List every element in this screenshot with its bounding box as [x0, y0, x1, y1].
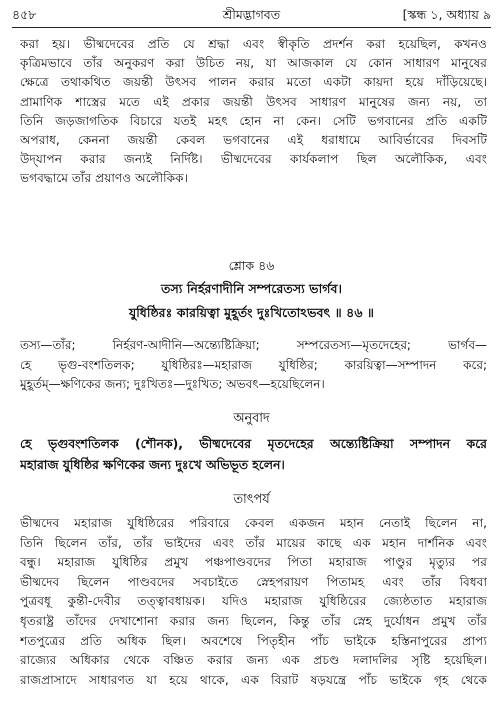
- text-line: করা হয়। ভীষ্মদেবের প্রতি যে শ্রদ্ধা এবং স্বীকৃতি প্রদর্শন করা হয়েছিল, কখনও: [20, 37, 487, 51]
- translation-heading: অনুবাদ: [233, 411, 270, 426]
- chapter-reference: [স্কন্ধ ১, অধ্যায় ৯: [402, 7, 491, 22]
- synonym-line: তস্য—তাঁর; নির্হরণ-আদীনি—অন্ত্যেষ্টিক্রিয়া; সম্পরেতস্য—মৃতদেহের; ভার্গব—: [20, 338, 487, 352]
- synonym-line: মুহূর্তম্—ক্ষণিকের জন্য; দুঃখিতঃ—দুঃখিত; অভবৎ—হয়েছিলেন।: [20, 377, 325, 391]
- verse-line-1: তস্য নির্হরণাদীনি সম্পরেতস্য ভার্গব।: [161, 281, 342, 296]
- page-number: ৪৫৮: [12, 7, 37, 22]
- synonym-line: হে ভৃগু-বংশতিলক; যুধিষ্ঠিরঃ—মহারাজ যুধিষ্ঠির; কারয়িত্বা—সম্পাদন করে;: [20, 357, 487, 372]
- synonyms-paragraph: [20, 336, 487, 395]
- purport-line: ভীষ্মদেব ছিলেন পাণ্ডবদের সবচাইতে স্নেহপরায়ণ পিতামহ এবং তাঁর বিধবা: [20, 574, 487, 589]
- text-line: ভগবদ্ধামে তাঁর প্রয়াণও অলৌকিক।: [20, 171, 189, 186]
- translation-line: মহারাজ যুধিষ্ঠির ক্ষণিকের জন্য দুঃখে অভিভূত হলেন।: [20, 456, 285, 472]
- purport-line: তিনি ছিলেন তাঁর, তাঁর ভাইদের এবং তাঁর মায়ের কাছে এক মহান দার্শনিক এবং: [20, 535, 487, 550]
- purport-line: রাজ্যের অধিকার থেকে বঞ্চিত করার জন্য এক প্রচণ্ড দলাদলির সৃষ্টি হয়েছিল।: [20, 653, 487, 668]
- purport-line: রাজপ্রাসাদে সাধারণত যা হয়ে থাকে, এক বিরাট ষড়যন্ত্রে পাঁচ ভাইকে গৃহ থেকে: [20, 672, 487, 687]
- intro-paragraph: [20, 35, 487, 189]
- text-line: কৃত্রিমভাবে তাঁর অনুকরণ করা উচিত নয়, যা আজকাল যে কোন সাধারণ মানুষের: [20, 56, 487, 71]
- purport-heading: তাৎপর্য: [233, 492, 270, 507]
- verse-line-2: যুধিষ্ঠিরঃ কারয়িত্বা মুহূর্তং দুঃখিতোঽভবৎ ॥ ৪৬ ॥: [128, 305, 375, 320]
- running-header: [12, 4, 491, 26]
- text-line: উদ্‌যাপন করার জন্যই নির্দিষ্ট। ভীষ্মদেবের কার্যকলাপ ছিল অলৌকিক, এবং: [20, 152, 487, 167]
- purport-paragraph: [20, 514, 487, 690]
- book-title: শ্রীমদ্ভাগবত: [222, 7, 281, 22]
- purport-line: বন্ধু। মহারাজ যুধিষ্ঠির প্রমুখ পঞ্চপাণ্ডবদের পিতা মহারাজ পাণ্ডুর মৃত্যুর পর: [20, 555, 487, 570]
- purport-line: শতপুত্রের প্রতি অধিক ছিল। অবশেষে পিতৃহীন পাঁচ ভাইকে হস্তিনাপুরের প্রাপ্য: [20, 633, 487, 648]
- text-line: ক্ষেত্রে তথাকথিত জয়ন্তী উৎসব পালন করার মতো একটা কায়দা হয়ে দাঁড়িয়েছে।: [20, 75, 487, 90]
- purport-line: পুত্রবধূ কুন্তী-দেবীর তত্ত্বাবধায়ক। যদিও মহারাজ যুধিষ্ঠিরের জ্যেষ্ঠতাত মহারাজ: [20, 594, 487, 609]
- translation-paragraph: [20, 434, 487, 475]
- text-line: তিনি জড়জাগতিক বিচারে যতই মহৎ হোন না কেন। সেটি ভগবানের প্রতি একটি: [20, 113, 487, 128]
- text-line: অপরাধ, কেননা জয়ন্তী কেবল ভগবানের এই ধরাধামে আবির্ভাবের দিবসটি: [20, 133, 487, 148]
- text-line: প্রামাণিক শাস্ত্রের মতে এই প্রকার জয়ন্তী উৎসব সাধারণ মানুষের জন্য নয়, তা: [20, 94, 487, 109]
- sloka-heading: শ্লোক ৪৬: [228, 258, 275, 273]
- purport-line: ধৃতরাষ্ট্র তাঁদের দেখাশোনা করার জন্য ছিলেন, কিন্তু তাঁর স্নেহ দুর্যোধন প্রমুখ তাঁর: [20, 613, 487, 628]
- translation-line: হে ভৃগুবংশতিলক (শৌনক), ভীষ্মদেবের মৃতদেহের অন্ত্যেষ্টিক্রিয়া সম্পাদন করে: [20, 436, 487, 451]
- header-rule: [12, 27, 491, 28]
- purport-line: ভীষ্মদেব মহারাজ যুধিষ্ঠিরের পরিবারে কেবল একজন মহান নেতাই ছিলেন না,: [20, 516, 487, 530]
